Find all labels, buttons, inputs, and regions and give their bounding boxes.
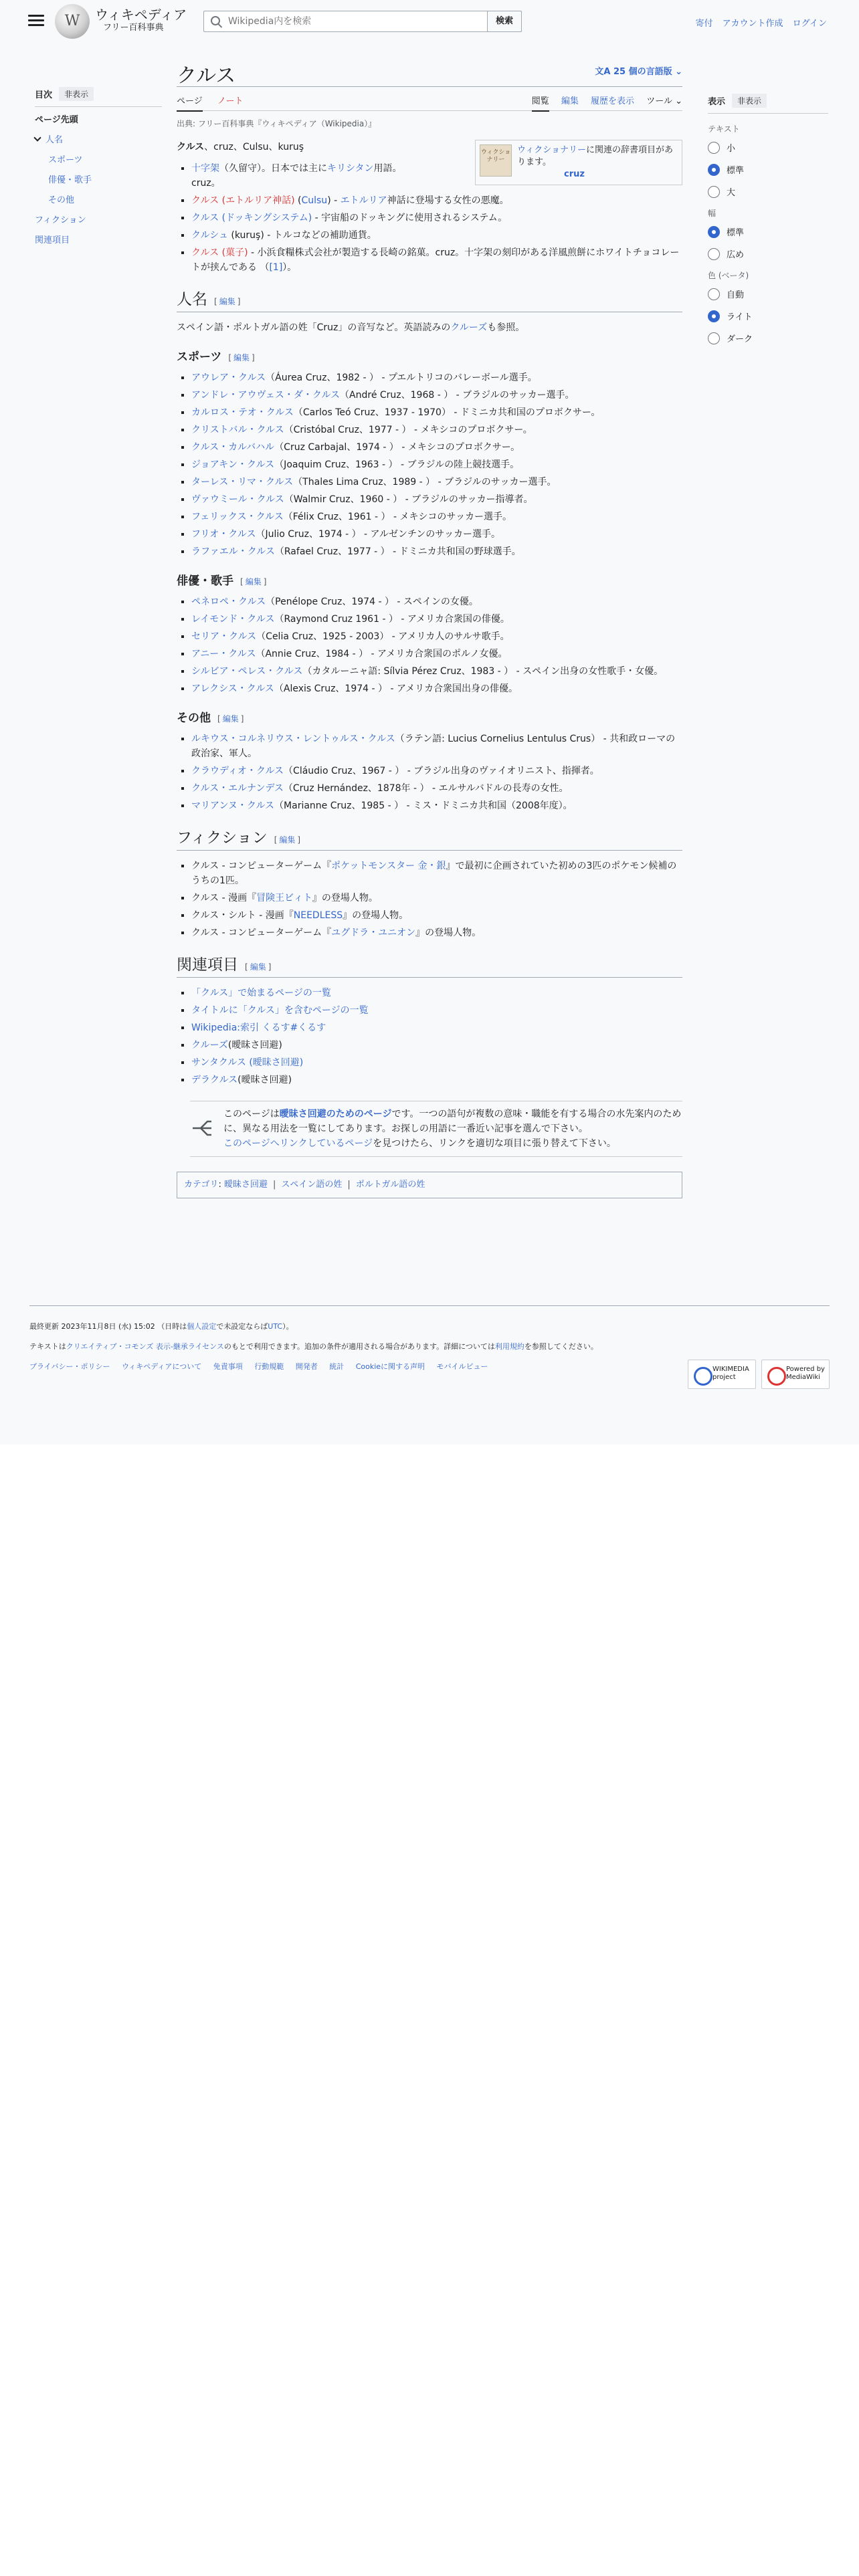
list-item-link[interactable]: タイトルに「クルス」を含むページの一覧: [191, 1005, 369, 1016]
section-title: スポーツ: [177, 350, 222, 364]
list-item-text: 』の登場人物。: [312, 893, 378, 903]
list-item: [191, 612, 682, 627]
footer-link-developers[interactable]: 開発者: [295, 1362, 318, 1371]
section-title: その他: [177, 712, 211, 725]
category-link[interactable]: 曖昧さ回避: [224, 1180, 268, 1190]
wordmark-tagline: フリー百科事典: [103, 23, 164, 33]
dab-link[interactable]: 曖昧さ回避のためのページ: [279, 1109, 392, 1119]
list-item-text: (: [294, 195, 302, 206]
person-description: （Raymond Cruz 1961 - ） - アメリカ合衆国の俳優。: [274, 614, 510, 625]
footer-link-mobile[interactable]: モバイルビュー: [436, 1362, 488, 1371]
source-note: 出典: フリー百科事典『ウィキペディア（Wikipedia）』: [177, 119, 377, 128]
section-title: 人名: [177, 291, 207, 308]
list-item-text: (曖昧さ回避): [237, 1075, 292, 1085]
list-item-link[interactable]: 冒険王ビィト: [256, 893, 312, 903]
list-item-link[interactable]: 「クルス」で始まるページの一覧: [191, 988, 331, 998]
radio-icon[interactable]: [708, 186, 720, 198]
title-row: [177, 56, 682, 87]
wiktionary-term-link[interactable]: cruz: [564, 169, 585, 179]
donate-link[interactable]: 寄付: [695, 19, 713, 29]
person-description: （André Cruz、1968 - ） - ブラジルのサッカー選手。: [340, 390, 575, 401]
person-link[interactable]: ジョアキン・クルス: [191, 459, 275, 470]
wiktionary-text: に関連の辞書項目があります。: [517, 145, 673, 167]
others-list: [177, 732, 682, 813]
person-link[interactable]: クラウディオ・クルス: [191, 766, 284, 776]
appearance-panel: [708, 94, 828, 354]
wiktionary-logo-icon: ウィクショナリー: [480, 144, 512, 177]
toc-item-label[interactable]: フィクション: [35, 215, 86, 225]
list-item: [191, 492, 682, 507]
person-description: （Celia Cruz、1925 - 2003） - アメリカ人のサルサ歌手。: [256, 631, 510, 642]
radio-label: ライト: [727, 312, 753, 322]
tab-page[interactable]: ページ: [177, 94, 203, 112]
intro-text: 、cruz、Culsu、kuruş: [204, 142, 304, 152]
actors-list: [177, 595, 682, 696]
person-link[interactable]: フェリックス・クルス: [191, 512, 284, 522]
edit-link[interactable]: 編集: [219, 297, 235, 306]
person-description: （Cruz Hernández、1878年 - ） - エルサルバドルの長寿の女性。: [283, 783, 569, 794]
color-auto-radio[interactable]: [708, 288, 828, 300]
list-item-text: 』の登場人物。: [415, 928, 482, 938]
text-size-standard-radio[interactable]: [708, 163, 828, 176]
wiktionary-link[interactable]: ウィクショナリー: [517, 145, 586, 155]
toc-item-label[interactable]: 俳優・歌手: [48, 175, 92, 185]
list-item: [191, 228, 682, 243]
list-item: [191, 527, 682, 542]
dab-text-mid: です。一つの語句が複数の意味・職能を有する場合の水先案内のために、異なる用法を一覧にしてあります。お探しの用語に一番近い記事を選んで下さい。: [223, 1109, 682, 1134]
list-item: [191, 926, 682, 940]
person-link[interactable]: クルス・エルナンデス: [191, 783, 284, 794]
edit-link[interactable]: 編集: [279, 835, 296, 845]
edit-link[interactable]: 編集: [233, 353, 250, 362]
search-icon: [211, 16, 220, 25]
footer-text: 最終更新 2023年11月8日 (水) 15:02 （日時は: [29, 1322, 187, 1331]
wordmark[interactable]: [95, 7, 187, 33]
category-links: カテゴリ: 曖昧さ回避 | スペイン語の姓 | ポルトガル語の姓: [177, 1172, 682, 1198]
person-description: （Rafael Cruz、1977 - ） - ドミニカ共和国の野球選手。: [274, 546, 521, 557]
person-description: （Penélope Cruz、1974 - ） - スペインの女優。: [266, 597, 478, 607]
terms-link[interactable]: 利用規約: [494, 1342, 524, 1351]
list-item: [191, 986, 682, 1000]
list-item: [191, 859, 682, 888]
section-edit: [ 編集 ]: [240, 577, 267, 586]
radio-icon[interactable]: [708, 248, 720, 260]
list-item-text: 』の登場人物。: [343, 910, 409, 921]
list-item-link[interactable]: 十字架: [191, 163, 219, 174]
person-description: （カタルーニャ語: Sílvia Pérez Cruz、1983 - ） - スペイン出身の女性歌手・女優。: [302, 666, 664, 677]
person-link[interactable]: クルス・カルバハル: [191, 442, 275, 453]
wordmark-title: ウィキペディア: [95, 7, 187, 23]
footer-link-about[interactable]: ウィキペディアについて: [121, 1362, 202, 1371]
list-item-text: クルス - コンピューターゲーム『: [191, 861, 332, 871]
tab-tools[interactable]: [646, 94, 682, 110]
person-link[interactable]: カルロス・テオ・クルス: [191, 407, 294, 418]
language-icon[interactable]: 文A: [595, 67, 613, 77]
list-item-extra: cruz。: [191, 178, 221, 189]
site-header: [0, 0, 859, 43]
toc-item-sports[interactable]: [35, 154, 162, 167]
categories-label[interactable]: カテゴリ: [184, 1180, 219, 1190]
section-edit: [ 編集 ]: [217, 714, 244, 724]
radio-label: 標準: [727, 166, 745, 176]
disambiguation-icon: [190, 1116, 214, 1140]
tab-edit[interactable]: 編集: [561, 96, 579, 106]
list-item-link[interactable]: クルス (ドッキングシステム): [191, 213, 312, 223]
radio-label: 大: [727, 188, 736, 198]
section-heading-sports: [177, 350, 682, 365]
dab-text: このページは: [223, 1109, 280, 1119]
person-text-end: も参照。: [487, 322, 525, 333]
person-description: （Thales Lima Cruz、1989 - ） - ブラジルのサッカー選手。: [293, 477, 557, 488]
table-of-contents: [35, 87, 162, 254]
person-description: （Joaquim Cruz、1963 - ） - ブラジルの陸上競技選手。: [274, 459, 520, 470]
footer-text: ）。: [282, 1322, 294, 1331]
section-title: 関連項目: [177, 956, 238, 974]
wikipedia-logo-icon[interactable]: [55, 4, 90, 39]
mediawiki-badge[interactable]: Powered by MediaWiki: [761, 1360, 830, 1389]
tab-talk[interactable]: ノート: [217, 96, 244, 106]
person-description: （Julio Cruz、1974 - ） - アルゼンチンのサッカー選手。: [256, 529, 501, 540]
utc-link[interactable]: UTC: [268, 1322, 283, 1331]
toc-item-other[interactable]: [35, 194, 162, 207]
category-separator: |: [347, 1180, 351, 1190]
section-heading-fiction: [177, 831, 682, 851]
whatlinkshere-link[interactable]: このページへリンクしているページ: [223, 1138, 373, 1149]
person-paragraph: [177, 320, 682, 335]
list-item-link[interactable]: キリシタン: [327, 163, 374, 174]
section-edit: [ 編集 ]: [245, 962, 272, 972]
appearance-hide-button[interactable]: 非表示: [732, 94, 767, 108]
fiction-list: [177, 859, 682, 940]
radio-label: ダーク: [727, 334, 753, 344]
radio-label: 広め: [727, 250, 745, 260]
list-item: [191, 1021, 682, 1035]
toc-divider: [35, 106, 162, 107]
person-description: （ラテン語: Lucius Cornelius Lentulus Crus） - 共和政ローマの政治家、軍人。: [191, 734, 676, 759]
list-item-link[interactable]: NEEDLESS: [293, 910, 343, 921]
person-description: （Cristóbal Cruz、1977 - ） - メキシコのプロボクサー。: [284, 425, 533, 435]
footer-link-stats[interactable]: 統計: [329, 1362, 345, 1371]
footer-text: テキストは: [29, 1342, 66, 1351]
license-link[interactable]: クリエイティブ・コモンズ 表示-継承ライセンス: [66, 1342, 224, 1351]
person-link[interactable]: アンドレ・アウヴェス・ダ・クルス: [191, 390, 341, 401]
tab-read[interactable]: 閲覧: [532, 94, 549, 112]
toc-item-top[interactable]: ページ先頭: [35, 115, 78, 125]
list-item: [191, 193, 682, 208]
list-item: [191, 245, 682, 275]
person-description: （Marianne Cruz、1985 - ） - ミス・ドミニカ共和国（2008年度）。: [274, 800, 573, 811]
language-count[interactable]: 25 個の言語版: [613, 67, 672, 77]
list-item-link[interactable]: デラクルス: [191, 1075, 238, 1085]
list-item: [191, 370, 682, 385]
tab-tools-label[interactable]: ツール: [646, 96, 672, 106]
list-item-link[interactable]: ポケットモンスター 金・銀: [331, 861, 446, 871]
list-item: [191, 764, 682, 778]
radio-label: 自動: [727, 290, 745, 300]
section-title: フィクション: [177, 829, 268, 847]
list-item: [191, 1055, 682, 1070]
toc-item-label[interactable]: 人名: [45, 135, 64, 145]
list-item-text: （久留守）。日本では主に: [219, 163, 327, 174]
footer-link-privacy[interactable]: プライバシー・ポリシー: [29, 1362, 110, 1371]
list-item: [191, 891, 682, 905]
list-item: [191, 405, 682, 420]
list-item: [191, 781, 682, 796]
user-links: [688, 16, 827, 29]
width-standard-radio[interactable]: [708, 225, 828, 238]
width-wide-radio[interactable]: [708, 247, 828, 260]
list-item-text: クルス・シルト - 漫画『: [191, 910, 294, 921]
radio-icon[interactable]: [708, 288, 720, 300]
list-item-link[interactable]: [1]: [269, 262, 283, 273]
list-item-link[interactable]: クルーズ: [191, 1040, 228, 1051]
chevron-down-icon[interactable]: ⌄: [672, 67, 682, 77]
list-item-text: クルス - 漫画『: [191, 893, 257, 903]
list-item-text: (曖昧さ回避): [227, 1040, 282, 1051]
list-item: [191, 211, 682, 225]
list-item-link[interactable]: クルシュ: [191, 230, 228, 241]
list-item-text: 神話に登場する女性の悪魔。: [387, 195, 509, 206]
person-description: （Cruz Carbajal、1974 - ） - メキシコのプロボクサー。: [274, 442, 520, 453]
section-heading-related: [177, 958, 682, 978]
intro-bold: クルス: [177, 142, 205, 152]
person-description: （Félix Cruz、1961 - ） - メキシコのサッカー選手。: [283, 512, 512, 522]
section-edit: [ 編集 ]: [214, 297, 241, 306]
width-label: 幅: [708, 209, 717, 218]
section-edit: [ 編集 ]: [274, 835, 301, 845]
list-item: [191, 664, 682, 679]
toc-item-label[interactable]: スポーツ: [48, 155, 83, 165]
toc-item-label[interactable]: 関連項目: [35, 235, 70, 245]
chevron-down-icon[interactable]: ⌄: [675, 96, 682, 106]
footer-text: のもとで利用できます。追加の条件が適用される場合があります。詳細については: [223, 1342, 495, 1351]
radio-icon[interactable]: [708, 142, 720, 154]
edit-link[interactable]: 編集: [245, 577, 262, 586]
person-description: （Alexis Cruz、1974 - ） - アメリカ合衆国出身の俳優。: [274, 683, 518, 694]
list-item-text: ) -: [327, 195, 341, 206]
list-item-link[interactable]: Culsu: [301, 195, 328, 206]
wiktionary-box: [475, 140, 682, 185]
last-updated: [29, 1321, 830, 1333]
list-item: [191, 908, 682, 923]
radio-selected-icon[interactable]: [708, 164, 720, 176]
radio-label: 標準: [727, 228, 745, 238]
color-light-radio[interactable]: [708, 310, 828, 322]
person-link[interactable]: フリオ・クルス: [191, 529, 256, 540]
related-list: [177, 986, 682, 1087]
toc-hide-button[interactable]: 非表示: [59, 87, 94, 101]
list-item-text: (kuruş) - トルコなどの補助通貨。: [227, 230, 377, 241]
radio-label: 小: [727, 144, 736, 154]
list-item: [191, 457, 682, 472]
person-link[interactable]: ターレス・リマ・クルス: [191, 477, 294, 488]
list-item: [191, 440, 682, 455]
preferences-link[interactable]: 個人設定: [187, 1322, 217, 1331]
footer: [29, 1305, 830, 1381]
license-text: [29, 1341, 830, 1353]
list-item: [191, 423, 682, 437]
person-description: （Carlos Teó Cruz、1937 - 1970） - ドミニカ共和国のプロボクサー。: [293, 407, 601, 418]
person-link[interactable]: マリアンヌ・クルス: [191, 800, 275, 811]
section-edit: [ 編集 ]: [228, 353, 255, 362]
list-item: [191, 1073, 682, 1087]
list-item-text: 用語。: [373, 163, 402, 174]
login-link[interactable]: ログイン: [792, 19, 827, 29]
text-size-label: テキスト: [708, 124, 740, 134]
color-label: 色 (ベータ): [708, 271, 749, 280]
toc-title: 目次: [35, 90, 53, 100]
list-item-link[interactable]: クルス (菓子): [191, 247, 248, 258]
section-title: 俳優・歌手: [177, 574, 233, 588]
list-item-link[interactable]: ユグドラ・ユニオン: [331, 928, 416, 938]
person-link[interactable]: ペネロペ・クルス: [191, 597, 266, 607]
category-separator: |: [273, 1180, 276, 1190]
page-tabs: [177, 87, 682, 111]
page-bottom-area: [0, 1444, 859, 2576]
footer-link-conduct[interactable]: 行動規範: [254, 1362, 284, 1371]
list-item-text: 』で最初に企画されていた初めの3匹のポケモン候補のうちの1匹。: [191, 861, 677, 886]
list-item: [191, 544, 682, 559]
list-item-link[interactable]: エトルリア: [340, 195, 387, 206]
list-item: [191, 1038, 682, 1053]
edit-link[interactable]: 編集: [222, 714, 239, 724]
search-box: [203, 11, 522, 32]
chevron-down-icon[interactable]: [33, 134, 41, 141]
disambiguation-notice: [190, 1101, 682, 1157]
list-item-link[interactable]: サンタクルス (曖昧さ回避): [191, 1057, 304, 1068]
list-item: [191, 595, 682, 609]
toc-item-person[interactable]: [35, 134, 162, 147]
person-description: （Cláudio Cruz、1967 - ） - ブラジル出身のヴァイオリニスト、指揮者。: [284, 766, 599, 776]
person-description: （Walmir Cruz、1960 - ） - ブラジルのサッカー指導者。: [284, 494, 533, 505]
appearance-title: 表示: [708, 97, 726, 107]
toc-item-actors[interactable]: [35, 174, 162, 187]
toc-item-related[interactable]: [35, 234, 162, 247]
section-heading-other: [177, 711, 682, 726]
edit-link[interactable]: 編集: [250, 962, 266, 972]
person-link[interactable]: アニー・クルス: [191, 649, 256, 659]
list-item-text: ）。: [282, 262, 297, 273]
footer-link-disclaimer[interactable]: 免責事項: [213, 1362, 243, 1371]
list-item-text: - 小浜食糧株式会社が製造する長崎の銘菓。cruz。十字架の刻印がある洋風煎餅にホワイトチョコレートが挟んである （: [191, 247, 680, 273]
list-item: [191, 510, 682, 524]
text-size-large-radio[interactable]: [708, 185, 828, 198]
main-content: [177, 56, 682, 1198]
search-input[interactable]: [227, 13, 481, 30]
wikimedia-badge[interactable]: WIKIMEDIA project: [688, 1360, 756, 1389]
toc-item-fiction[interactable]: [35, 214, 162, 227]
main-menu-icon[interactable]: [27, 12, 45, 31]
tab-history[interactable]: 履歴を表示: [591, 96, 635, 106]
category-link[interactable]: スペイン語の姓: [281, 1180, 343, 1190]
list-item: [191, 475, 682, 490]
person-link[interactable]: ルキウス・コルネリウス・レントゥルス・クルス: [191, 734, 395, 744]
create-account-link[interactable]: アカウント作成: [722, 19, 783, 29]
person-description: （Áurea Cruz、1982 - ） - プエルトリコのバレーボール選手。: [266, 372, 537, 383]
list-item: [191, 798, 682, 813]
dab-text-post: を見つけたら、リンクを適切な項目に張り替えて下さい。: [373, 1138, 616, 1149]
cruise-link[interactable]: クルーズ: [450, 322, 488, 333]
section-heading-actors: [177, 574, 682, 589]
footer-text: で未設定ならば: [216, 1322, 268, 1331]
list-item-text: - 宇宙船のドッキングに使用されるシステム。: [312, 213, 508, 223]
person-description: （Annie Cruz、1984 - ） - アメリカ合衆国のポルノ女優。: [256, 649, 508, 659]
list-item-text: クルス - コンピューターゲーム『: [191, 928, 332, 938]
person-link[interactable]: ヴァウミール・クルス: [191, 494, 284, 505]
person-link[interactable]: ラファエル・クルス: [191, 546, 275, 557]
list-item: [191, 1003, 682, 1018]
language-button[interactable]: [595, 64, 682, 77]
text-size-small-radio[interactable]: [708, 141, 828, 154]
article-body: [177, 140, 682, 1198]
sports-list: [177, 370, 682, 559]
person-link[interactable]: アウレア・クルス: [191, 372, 266, 383]
person-link[interactable]: クリストバル・クルス: [191, 425, 284, 435]
list-item-link[interactable]: Wikipedia:索引 くるす#くるす: [191, 1023, 326, 1033]
list-item-link[interactable]: クルス (エトルリア神話): [191, 195, 295, 206]
person-link[interactable]: アレクシス・クルス: [191, 683, 274, 694]
person-link[interactable]: レイモンド・クルス: [191, 614, 275, 625]
page-title: クルス: [177, 64, 236, 88]
person-link[interactable]: シルビア・ペレス・クルス: [191, 666, 303, 677]
appearance-divider: [708, 113, 828, 114]
list-item: [191, 681, 682, 696]
radio-selected-icon[interactable]: [708, 310, 720, 322]
footer-badges: [682, 1360, 830, 1389]
toc-item-label[interactable]: その他: [48, 195, 75, 205]
person-link[interactable]: セリア・クルス: [191, 631, 257, 642]
list-item: [191, 732, 682, 761]
radio-icon[interactable]: [708, 332, 720, 344]
section-heading-person: [177, 292, 682, 312]
list-item: [191, 629, 682, 644]
person-text: スペイン語・ポルトガル語の姓「Cruz」の音写など。英語読みの: [177, 322, 451, 333]
category-link[interactable]: ポルトガル語の姓: [355, 1180, 425, 1190]
list-item: [191, 647, 682, 661]
footer-link-cookies[interactable]: Cookieに関する声明: [355, 1362, 425, 1371]
search-button[interactable]: 検索: [487, 11, 522, 32]
list-item: [191, 388, 682, 403]
color-dark-radio[interactable]: [708, 332, 828, 344]
radio-selected-icon[interactable]: [708, 226, 720, 238]
footer-text: を参照してください。: [524, 1342, 598, 1351]
